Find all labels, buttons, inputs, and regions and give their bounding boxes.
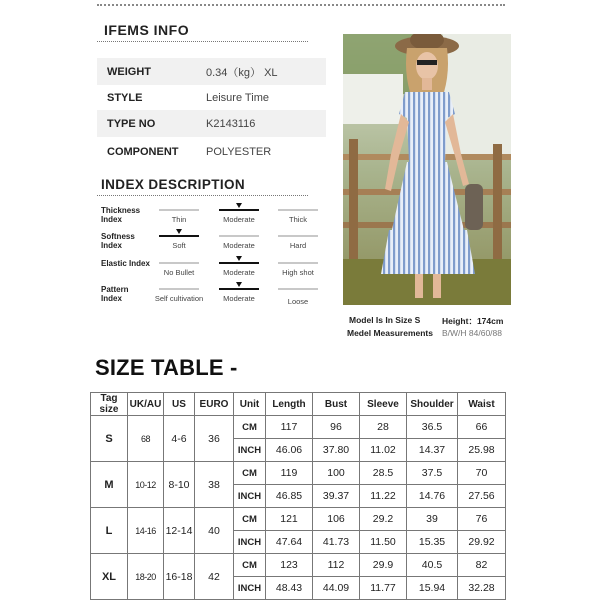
uk-au-cell: 14-16 <box>128 508 164 554</box>
index-option-label: Self cultivation <box>154 294 204 303</box>
index-selected-marker-icon <box>236 256 242 261</box>
header-bust: Bust <box>313 393 360 416</box>
index-option-label: Moderate <box>223 294 255 303</box>
index-scale-bar <box>278 235 318 237</box>
info-row-component <box>97 138 326 165</box>
unit-cell: INCH <box>234 485 266 508</box>
unit-cell: CM <box>234 462 266 485</box>
size-table-header <box>91 393 506 416</box>
us-cell: 16-18 <box>164 554 195 600</box>
measurement-cell: 28 <box>360 416 407 439</box>
info-row-style <box>97 84 326 111</box>
items-info-divider <box>97 41 308 42</box>
size-tag-cell: S <box>91 416 128 462</box>
index-scale-bar <box>159 209 199 211</box>
header-euro: EURO <box>195 393 234 416</box>
measurement-cell: 14.76 <box>407 485 458 508</box>
measurement-cell: 48.43 <box>266 577 313 600</box>
measurement-cell: 66 <box>458 416 506 439</box>
index-selected-marker-icon <box>236 203 242 208</box>
index-scale-bar <box>159 288 199 290</box>
measurement-cell: 46.85 <box>266 485 313 508</box>
items-info-title: IFEMS INFO <box>104 22 190 38</box>
index-scale-bar <box>278 288 318 290</box>
info-label: TYPE NO <box>107 117 156 130</box>
unit-cell: CM <box>234 554 266 577</box>
index-scale-bar <box>219 235 259 237</box>
top-divider <box>97 4 505 6</box>
header-sleeve: Sleeve <box>360 393 407 416</box>
measurement-cell: 32.28 <box>458 577 506 600</box>
info-value: Leisure Time <box>206 91 269 104</box>
measurement-cell: 117 <box>266 416 313 439</box>
index-scale-bar <box>159 262 199 264</box>
index-option-label: Loose <box>287 297 309 306</box>
measurement-cell: 29.9 <box>360 554 407 577</box>
measurement-cell: 121 <box>266 508 313 531</box>
info-value: POLYESTER <box>206 145 272 158</box>
index-description-divider <box>97 195 308 196</box>
measurement-cell: 15.94 <box>407 577 458 600</box>
measurement-cell: 123 <box>266 554 313 577</box>
info-value: K2143116 <box>206 117 256 130</box>
size-tag-cell: XL <box>91 554 128 600</box>
uk-au-cell: 18-20 <box>128 554 164 600</box>
header-uk-au: UK/AU <box>128 393 164 416</box>
info-label: STYLE <box>107 91 143 104</box>
unit-cell: CM <box>234 508 266 531</box>
index-option-label: Moderate <box>223 268 255 277</box>
table-row <box>91 416 506 439</box>
us-cell: 12-14 <box>164 508 195 554</box>
euro-cell: 38 <box>195 462 234 508</box>
unit-cell: INCH <box>234 439 266 462</box>
measurement-cell: 28.5 <box>360 462 407 485</box>
measurement-cell: 29.92 <box>458 531 506 554</box>
uk-au-cell: 10-12 <box>128 462 164 508</box>
measurement-cell: 119 <box>266 462 313 485</box>
measurement-cell: 14.37 <box>407 439 458 462</box>
measurement-cell: 40.5 <box>407 554 458 577</box>
index-label: Softness Index <box>101 232 135 250</box>
measurement-cell: 106 <box>313 508 360 531</box>
size-tag-cell: M <box>91 462 128 508</box>
header-length: Length <box>266 393 313 416</box>
measurement-cell: 37.5 <box>407 462 458 485</box>
model-measurements-label: Medel Measurements <box>347 328 433 338</box>
table-row <box>91 508 506 531</box>
index-description-title: INDEX DESCRIPTION <box>101 177 246 192</box>
measurement-cell: 47.64 <box>266 531 313 554</box>
size-table <box>90 392 506 600</box>
index-scale-bar <box>278 262 318 264</box>
uk-au-cell: 68 <box>128 416 164 462</box>
euro-cell: 36 <box>195 416 234 462</box>
measurement-cell: 11.50 <box>360 531 407 554</box>
model-photo <box>343 34 511 305</box>
measurement-cell: 96 <box>313 416 360 439</box>
unit-cell: CM <box>234 416 266 439</box>
index-option-label: High shot <box>282 268 314 277</box>
index-selected-marker-icon <box>176 229 182 234</box>
header-unit: Unit <box>234 393 266 416</box>
unit-cell: INCH <box>234 577 266 600</box>
measurement-cell: 112 <box>313 554 360 577</box>
index-selected-marker-icon <box>236 282 242 287</box>
table-row <box>91 462 506 485</box>
unit-cell: INCH <box>234 531 266 554</box>
header-tag-size: Tag size <box>91 393 128 416</box>
table-row <box>91 554 506 577</box>
model-height-label: Height：174cm <box>442 316 504 326</box>
info-value: 0.34（kg） XL <box>206 66 278 79</box>
index-option-label: Thick <box>289 215 307 224</box>
measurement-cell: 37.80 <box>313 439 360 462</box>
header-us: US <box>164 393 195 416</box>
euro-cell: 40 <box>195 508 234 554</box>
header-waist: Waist <box>458 393 506 416</box>
measurement-cell: 82 <box>458 554 506 577</box>
index-option-label: Moderate <box>223 241 255 250</box>
measurement-cell: 39.37 <box>313 485 360 508</box>
size-table-title: SIZE TABLE - <box>95 355 238 380</box>
index-option-label: Hard <box>289 241 307 250</box>
size-table-body <box>91 416 506 600</box>
size-tag-cell: L <box>91 508 128 554</box>
index-label: Elastic Index <box>101 259 150 268</box>
header-shoulder: Shoulder <box>407 393 458 416</box>
measurement-cell: 70 <box>458 462 506 485</box>
index-scale-bar <box>219 288 259 290</box>
model-size-label: Model Is In Size S <box>349 315 421 325</box>
us-cell: 8-10 <box>164 462 195 508</box>
measurement-cell: 41.73 <box>313 531 360 554</box>
info-row-weight <box>97 58 326 85</box>
measurement-cell: 76 <box>458 508 506 531</box>
measurement-cell: 27.56 <box>458 485 506 508</box>
euro-cell: 42 <box>195 554 234 600</box>
info-label: COMPONENT <box>107 145 179 158</box>
measurement-cell: 25.98 <box>458 439 506 462</box>
model-photo-illustration <box>343 34 511 305</box>
measurement-cell: 39 <box>407 508 458 531</box>
measurement-cell: 11.22 <box>360 485 407 508</box>
measurement-cell: 11.77 <box>360 577 407 600</box>
measurement-cell: 29.2 <box>360 508 407 531</box>
index-label: Thickness Index <box>101 206 141 224</box>
measurement-cell: 46.06 <box>266 439 313 462</box>
index-label: Pattern Index <box>101 285 129 303</box>
index-option-label: Soft <box>172 241 186 250</box>
index-option-label: Moderate <box>223 215 255 224</box>
info-label: WEIGHT <box>107 65 151 78</box>
index-scale-bar <box>278 209 318 211</box>
index-scale-bar <box>219 209 259 211</box>
index-option-label: No Bullet <box>163 268 195 277</box>
info-row-type-no <box>97 110 326 137</box>
measurement-cell: 44.09 <box>313 577 360 600</box>
index-scale-bar <box>159 235 199 237</box>
measurement-cell: 11.02 <box>360 439 407 462</box>
model-bwh-value: B/W/H 84/60/88 <box>442 328 503 338</box>
index-option-label: Thin <box>171 215 187 224</box>
measurement-cell: 100 <box>313 462 360 485</box>
index-scale-bar <box>219 262 259 264</box>
measurement-cell: 15.35 <box>407 531 458 554</box>
us-cell: 4-6 <box>164 416 195 462</box>
measurement-cell: 36.5 <box>407 416 458 439</box>
